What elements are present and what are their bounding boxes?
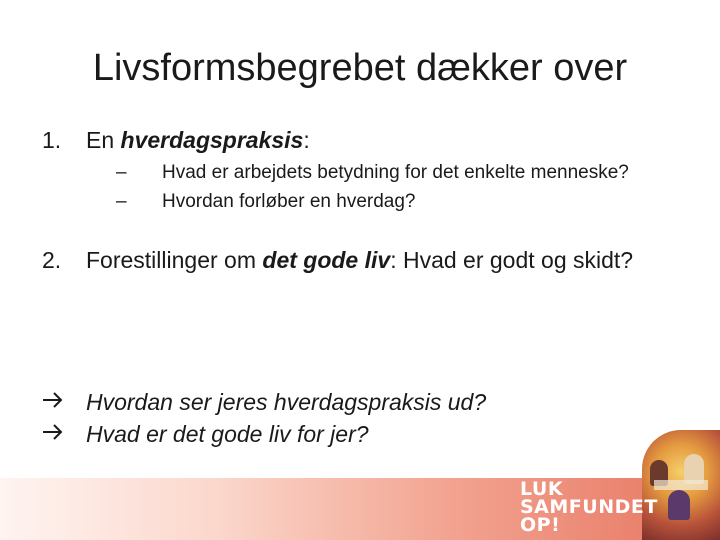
logo-line-3: OP! <box>520 514 561 536</box>
sub-item-2 <box>116 191 682 212</box>
question-1 <box>42 386 486 418</box>
item-suffix: : Hvad er godt og skidt? <box>390 247 634 273</box>
logo-line-2: SAMFUNDET <box>520 496 658 518</box>
sub-item-1 <box>116 162 682 183</box>
dash-bullet: – <box>116 191 127 212</box>
sub-item-text: Hvordan forløber en hverdag? <box>162 191 416 212</box>
question-list <box>42 386 486 450</box>
item-prefix: Forestillinger om <box>86 247 263 273</box>
item-emphasis: hverdagspraksis <box>120 127 304 153</box>
list-item-2 <box>42 246 682 275</box>
item-emphasis: det gode liv <box>262 247 391 273</box>
slide-title: Livsformsbegrebet dækker over <box>92 47 628 89</box>
arrow-right-icon <box>42 419 64 445</box>
item-number: 2. <box>42 247 62 273</box>
sub-list <box>116 162 682 212</box>
campaign-logo <box>520 480 658 534</box>
badge-sign <box>654 480 708 490</box>
logo-line-1: LUK <box>520 478 564 500</box>
dash-bullet: – <box>116 162 127 183</box>
main-list <box>42 126 682 275</box>
arrow-right-icon <box>42 387 64 413</box>
item-prefix: En <box>86 127 121 153</box>
sub-item-text: Hvad er arbejdets betydning for det enkelte menneske? <box>162 162 629 183</box>
question-text: Hvordan ser jeres hverdagspraksis ud? <box>86 389 487 415</box>
list-item-1 <box>42 126 682 212</box>
question-text: Hvad er det gode liv for jer? <box>86 421 369 447</box>
question-2 <box>42 418 486 450</box>
item-suffix: : <box>303 127 310 153</box>
item-number: 1. <box>42 127 62 153</box>
badge-figure <box>668 490 690 520</box>
